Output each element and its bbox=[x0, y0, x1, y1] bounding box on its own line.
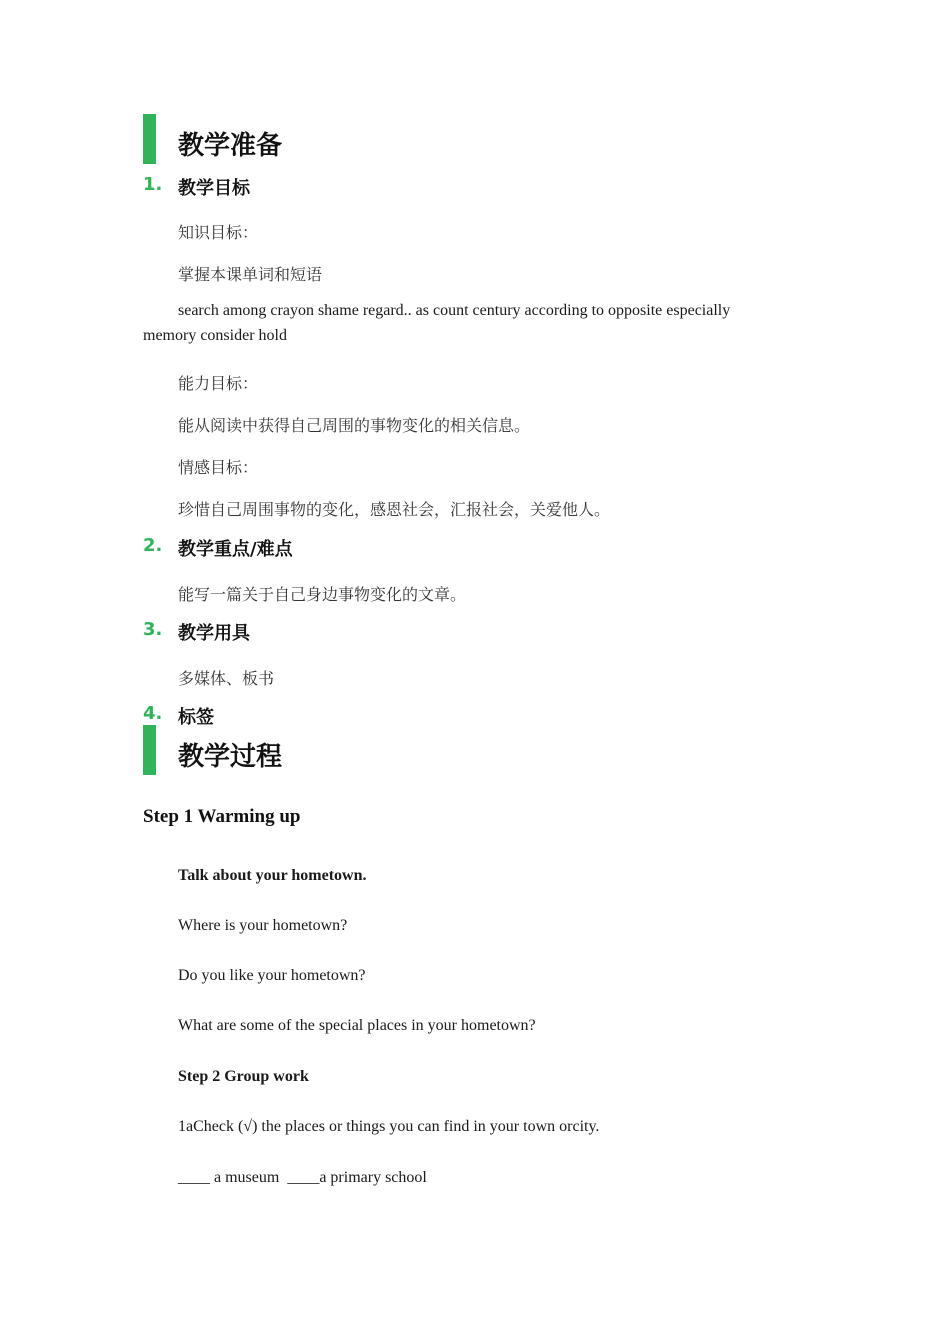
item-heading-goals: 教学目标 bbox=[178, 178, 250, 199]
item-heading-key-points: 教学重点/难点 bbox=[178, 539, 293, 560]
item-heading-tags: 标签 bbox=[178, 707, 214, 728]
section-accent-bar bbox=[143, 114, 156, 164]
key-point-text: 能写一篇关于自己身边事物变化的文章。 bbox=[178, 585, 467, 604]
section-accent-bar bbox=[143, 725, 156, 775]
section-title-prep: 教学准备 bbox=[178, 131, 283, 161]
section-title-process: 教学过程 bbox=[178, 742, 283, 772]
tools-text: 多媒体、板书 bbox=[178, 669, 275, 688]
item-number-2: 2. bbox=[143, 535, 163, 556]
step-1-heading: Step 1 Warming up bbox=[143, 806, 301, 827]
emotion-goal-text: 珍惜自己周围事物的变化，感恩社会，汇报社会，关爱他人。 bbox=[178, 500, 611, 519]
ability-goal-label: 能力目标： bbox=[178, 374, 259, 393]
check-instruction: 1aCheck (√) the places or things you can find in your town orcity. bbox=[178, 1118, 600, 1135]
item-heading-tools: 教学用具 bbox=[178, 623, 250, 644]
item-number-3: 3. bbox=[143, 619, 163, 640]
vocab-line-1: search among crayon shame regard.. as count century according to opposite especially bbox=[178, 302, 731, 319]
step-2-heading: Step 2 Group work bbox=[178, 1068, 309, 1085]
question-2: Do you like your hometown? bbox=[178, 967, 366, 984]
blank-options: ____ a museum ____a primary school bbox=[178, 1169, 427, 1186]
knowledge-goal-label: 知识目标： bbox=[178, 223, 259, 242]
ability-goal-text: 能从阅读中获得自己周围的事物变化的相关信息。 bbox=[178, 416, 531, 435]
item-number-4: 4. bbox=[143, 703, 163, 724]
emotion-goal-label: 情感目标： bbox=[178, 458, 259, 477]
question-1: Where is your hometown? bbox=[178, 917, 348, 934]
item-number-1: 1. bbox=[143, 174, 163, 195]
talk-prompt: Talk about your hometown. bbox=[178, 867, 367, 884]
vocab-line-2: memory consider hold bbox=[143, 327, 287, 344]
knowledge-goal-text: 掌握本课单词和短语 bbox=[178, 265, 323, 284]
question-3: What are some of the special places in your hometown? bbox=[178, 1017, 536, 1034]
